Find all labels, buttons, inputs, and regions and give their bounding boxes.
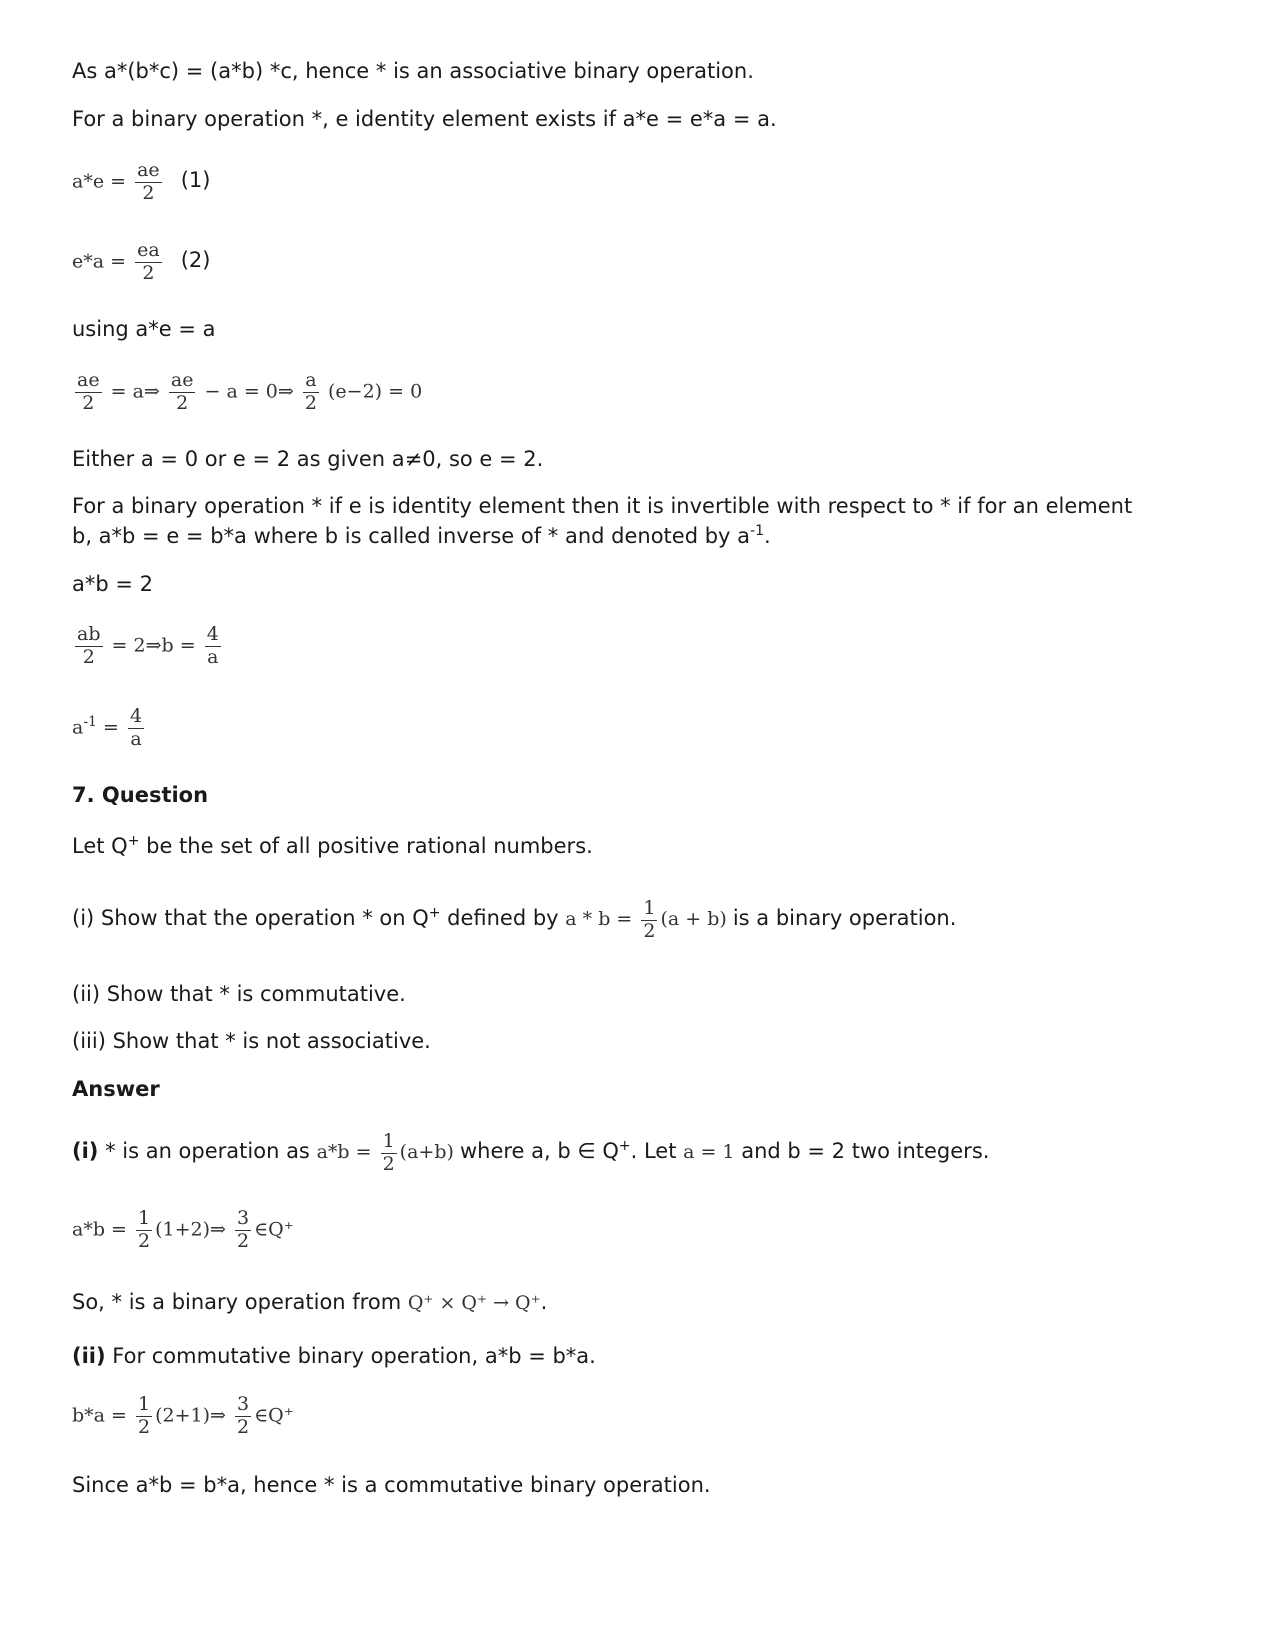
equation-6: [72, 1208, 294, 1253]
equation-text: a*b =: [72, 1218, 127, 1241]
fraction: $\frac{3}{2}$: [236, 1207, 250, 1252]
text-span: * is an operation as: [98, 1139, 317, 1163]
text-span: .: [763, 524, 771, 548]
equation-text: ∈Q⁺: [254, 1218, 294, 1241]
text-span: where a, b ∈ Q: [459, 1139, 619, 1163]
equation-text: (a + b): [660, 908, 727, 930]
equation-text: b*a =: [72, 1404, 127, 1427]
text-line: a*b = 2: [72, 572, 154, 596]
text-line: [72, 1126, 989, 1177]
text-line: using a*e = a: [72, 317, 216, 341]
part-label: (i): [72, 1139, 99, 1163]
fraction: $\frac{4}{a}$: [129, 705, 143, 750]
superscript: +: [618, 1138, 631, 1154]
equation-text: e*a =: [72, 250, 127, 273]
text-span: .: [540, 1290, 548, 1314]
text-span: Let Q: [72, 834, 128, 858]
superscript: +: [127, 833, 140, 849]
fraction: $\frac{ae}{2}$: [170, 369, 194, 414]
superscript: -1: [83, 714, 97, 731]
fraction: $\frac{1}{2}$: [138, 1207, 151, 1252]
equation-7: [72, 1394, 294, 1439]
equation-tag: (2): [180, 248, 211, 273]
equation-text: a*e =: [72, 170, 127, 193]
equation-text: =: [103, 716, 119, 739]
fraction: $\frac{1}{2}$: [643, 896, 656, 942]
text-span: . Let: [630, 1139, 684, 1163]
fraction: $\frac{ab}{2}$: [77, 623, 101, 668]
equation-text: (1+2)⇒: [155, 1218, 226, 1241]
answer-heading: Answer: [72, 1077, 160, 1101]
text-line: As a*(b*c) = (a*b) *c, hence * is an associative binary operation.: [72, 59, 754, 83]
text-line: (ii) Show that * is commutative.: [72, 982, 406, 1006]
equation-3: [72, 370, 422, 415]
fraction: $\frac{ae}{2}$: [137, 159, 160, 204]
equation-text: a*b =: [316, 1141, 372, 1163]
fraction: $\frac{1}{2}$: [382, 1129, 395, 1175]
equation-1: [72, 160, 210, 205]
text-line: [72, 1343, 596, 1370]
equation-text: (e−2) = 0: [328, 380, 423, 403]
superscript: -1: [750, 523, 764, 539]
equation-text: = 2⇒b =: [111, 634, 196, 657]
text-span: For commutative binary operation, a*b = b*a.: [105, 1344, 596, 1368]
text-line: Either a = 0 or e = 2 as given a≠0, so e = 2.: [72, 447, 544, 471]
fraction: $\frac{ae}{2}$: [77, 369, 100, 414]
equation-text: (a+b): [399, 1141, 454, 1163]
text-span: be the set of all positive rational numbers.: [139, 834, 593, 858]
equation-2: [72, 240, 210, 285]
superscript: +: [428, 905, 441, 921]
text-line: Since a*b = b*a, hence * is a commutative binary operation.: [72, 1473, 711, 1497]
equation-text: a * b =: [565, 908, 633, 930]
fraction: $\frac{a}{2}$: [304, 369, 317, 414]
text-line: (iii) Show that * is not associative.: [72, 1029, 431, 1053]
fraction: $\frac{ea}{2}$: [137, 239, 160, 284]
text-span: and b = 2 two integers.: [734, 1139, 990, 1163]
text-span: is a binary operation.: [732, 906, 957, 930]
fraction: $\frac{4}{a}$: [206, 623, 219, 668]
question-title: 7. Question: [72, 783, 209, 807]
equation-5: [72, 706, 147, 751]
fraction: $\frac{1}{2}$: [138, 1393, 151, 1438]
definition-equation: [316, 1129, 460, 1175]
equation-text: (2+1)⇒: [155, 1404, 226, 1427]
equation-text: a = 1: [683, 1141, 735, 1163]
equation-text: − a = 0⇒: [204, 380, 294, 403]
text-line: [72, 833, 593, 860]
definition-equation: [565, 896, 733, 942]
text-span: defined by: [440, 906, 566, 930]
text-line: [72, 523, 771, 550]
text-span: So, * is a binary operation from: [72, 1290, 408, 1314]
equation-text: Q⁺ × Q⁺ → Q⁺: [407, 1292, 541, 1314]
text-line: For a binary operation *, e identity element exists if a*e = e*a = a.: [72, 107, 777, 131]
equation-text: ∈Q⁺: [254, 1404, 294, 1427]
equation-4: [72, 624, 224, 669]
text-line: [72, 887, 956, 950]
equation-tag: (1): [180, 168, 211, 193]
text-line: [72, 1289, 547, 1316]
text-line: For a binary operation * if e is identity element then it is invertible with respect to * if for an element: [72, 494, 1133, 518]
fraction: $\frac{3}{2}$: [236, 1393, 250, 1438]
equation-text: a: [72, 716, 84, 739]
text-span: (i) Show that the operation * on Q: [72, 906, 429, 930]
part-label: (ii): [72, 1344, 106, 1368]
text-span: b, a*b = e = b*a where b is called inverse of * and denoted by a: [72, 524, 751, 548]
equation-text: = a⇒: [110, 380, 160, 403]
